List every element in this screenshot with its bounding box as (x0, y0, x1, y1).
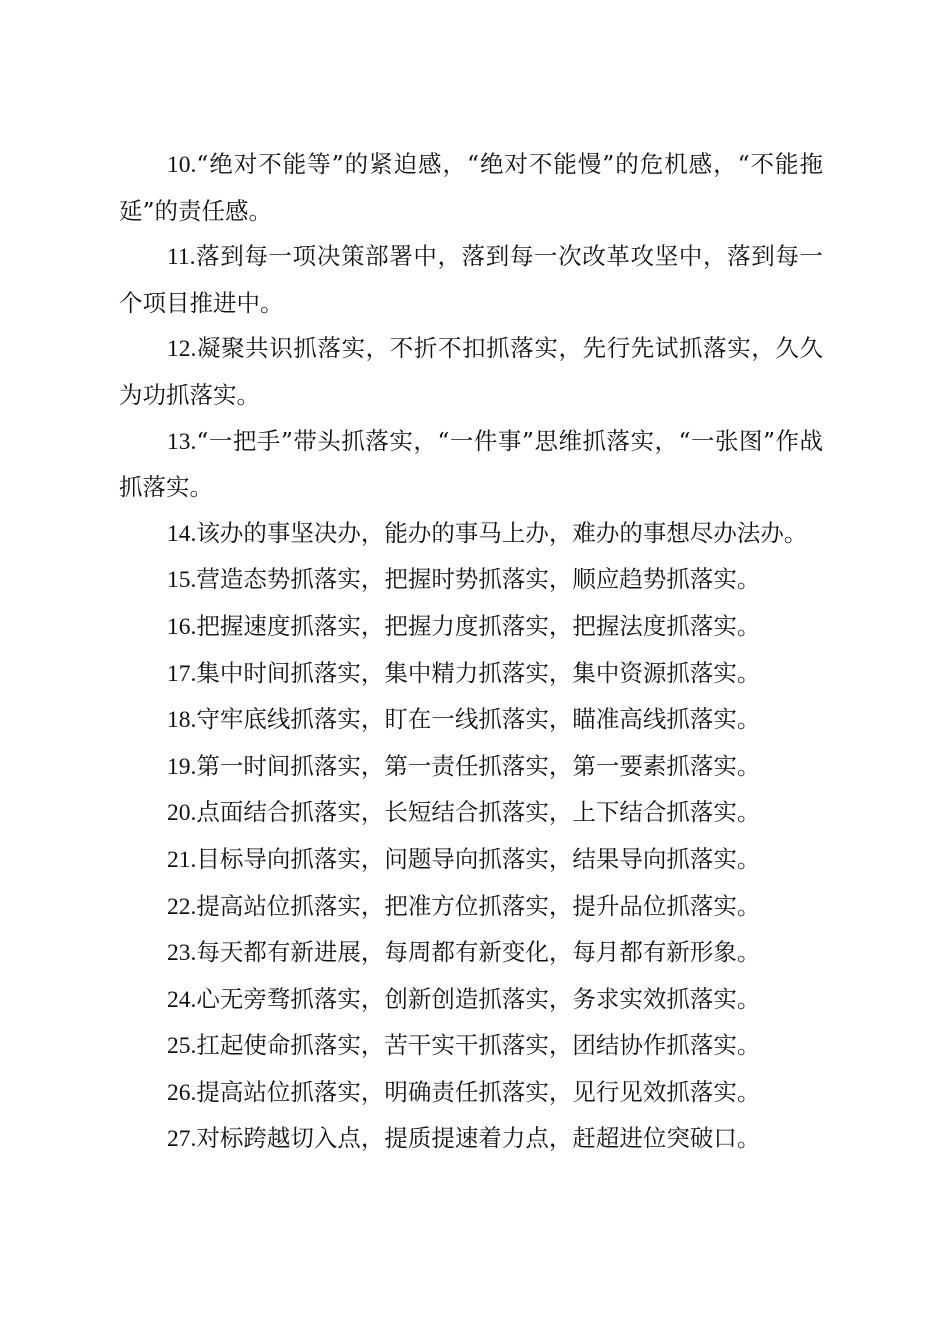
item-number: 24. (167, 986, 197, 1013)
item-text: 把握速度抓落实，把握力度抓落实，把握法度抓落实。 (196, 611, 761, 640)
list-item-21 (119, 837, 823, 884)
item-text: 凝聚共识抓落实，不折不扣抓落实，先行先试抓落实，久久为功抓落实。 (119, 334, 823, 409)
list-item-20 (119, 790, 823, 837)
item-text: 落到每一项决策部署中，落到每一次改革攻坚中，落到每一个项目推进中。 (119, 242, 823, 317)
item-text: 营造态势抓落实，把握时势抓落实，顺应趋势抓落实。 (196, 565, 761, 594)
item-number: 13. (167, 428, 197, 455)
item-number: 22. (167, 893, 197, 920)
list-item-16 (119, 604, 823, 651)
list-item-19 (119, 744, 823, 791)
list-item-25 (119, 1023, 823, 1070)
item-text: 心无旁骛抓落实，创新创造抓落实，务求实效抓落实。 (196, 984, 761, 1013)
item-text: “一把手”带头抓落实，“一件事”思维抓落实，“一张图”作战抓落实。 (119, 426, 823, 502)
item-text: “绝对不能等”的紧迫感，“绝对不能慢”的危机感，“不能拖延”的责任感。 (119, 150, 823, 225)
item-text: 提高站位抓落实，把准方位抓落实，提升品位抓落实。 (196, 891, 761, 920)
item-number: 23. (167, 940, 197, 967)
list-item-10 (119, 142, 823, 234)
item-number: 12. (167, 336, 197, 363)
list-item-13 (119, 419, 823, 511)
item-text: 每天都有新进展，每周都有新变化，每月都有新形象。 (196, 938, 761, 967)
item-text: 目标导向抓落实，问题导向抓落实，结果导向抓落实。 (196, 844, 761, 873)
item-text: 该办的事坚决办，能办的事马上办，难办的事想尽办法办。 (196, 518, 808, 547)
item-number: 21. (167, 846, 197, 873)
item-number: 25. (167, 1033, 197, 1060)
item-number: 20. (167, 800, 197, 827)
item-text: 第一时间抓落实，第一责任抓落实，第一要素抓落实。 (196, 751, 761, 780)
item-number: 10. (167, 152, 197, 178)
list-item-22 (119, 884, 823, 931)
list-item-27 (119, 1116, 823, 1163)
item-number: 14. (167, 520, 197, 547)
item-number: 17. (167, 660, 197, 687)
list-item-26 (119, 1070, 823, 1117)
item-text: 守牢底线抓落实，盯在一线抓落实，瞄准高线抓落实。 (196, 705, 761, 734)
item-number: 26. (167, 1079, 197, 1106)
list-item-15 (119, 557, 823, 604)
item-number: 11. (167, 244, 196, 271)
item-number: 15. (167, 567, 197, 594)
list-item-24 (119, 977, 823, 1024)
list-item-17 (119, 651, 823, 698)
item-text: 提高站位抓落实，明确责任抓落实，见行见效抓落实。 (196, 1077, 761, 1106)
list-item-14 (119, 511, 823, 558)
item-text: 点面结合抓落实，长短结合抓落实，上下结合抓落实。 (196, 798, 761, 827)
document-body (119, 142, 823, 1163)
list-item-11 (119, 234, 823, 326)
item-number: 16. (167, 613, 197, 640)
item-text: 扛起使命抓落实，苦干实干抓落实，团结协作抓落实。 (196, 1031, 761, 1060)
item-number: 27. (167, 1126, 197, 1153)
list-item-18 (119, 697, 823, 744)
list-item-12 (119, 326, 823, 418)
item-number: 18. (167, 707, 197, 734)
item-text: 对标跨越切入点，提质提速着力点，赶超进位突破口。 (196, 1124, 761, 1153)
item-number: 19. (167, 753, 197, 780)
list-item-23 (119, 930, 823, 977)
item-text: 集中时间抓落实，集中精力抓落实，集中资源抓落实。 (196, 658, 761, 687)
